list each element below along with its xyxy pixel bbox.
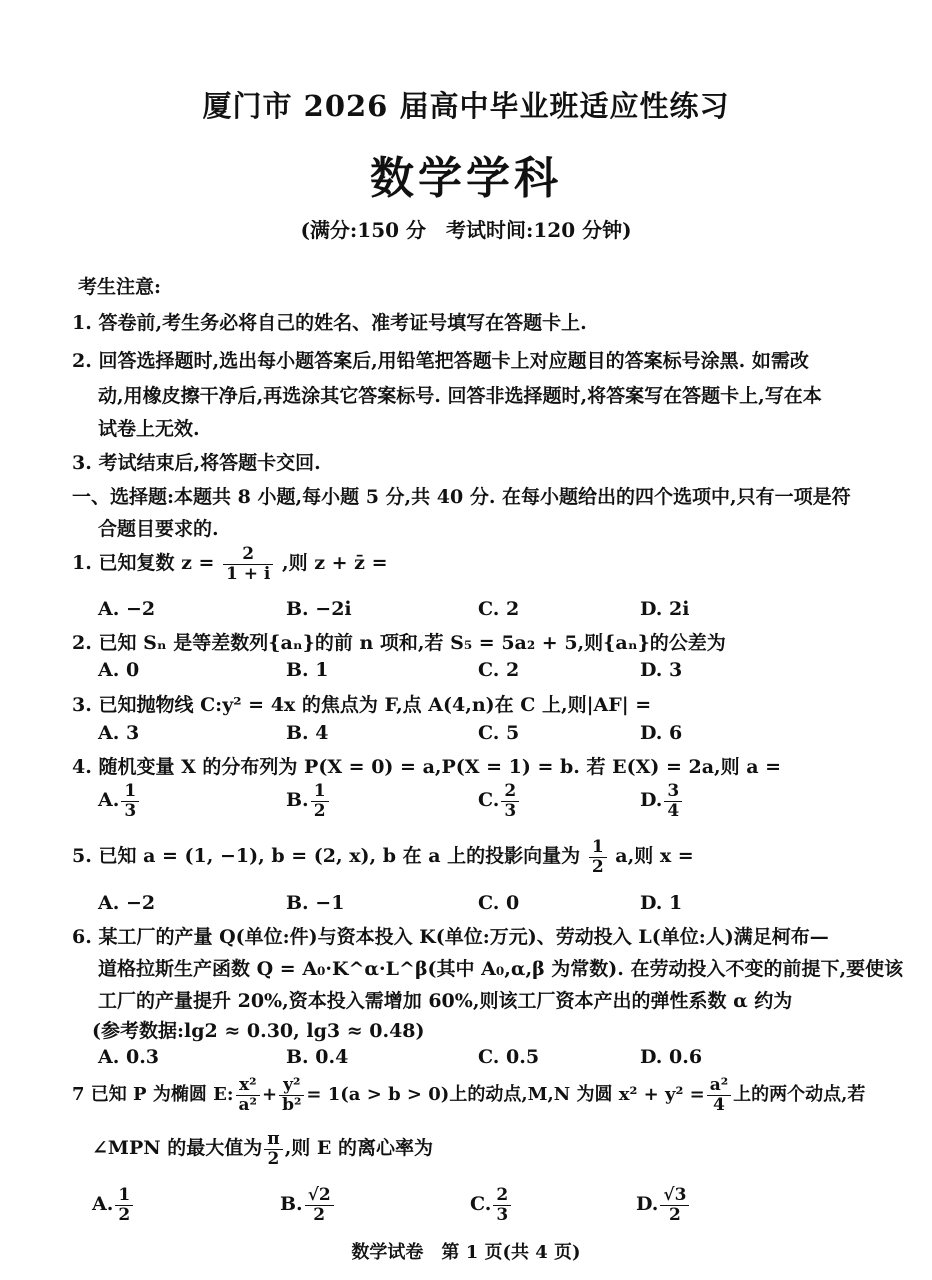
fraction: $\frac{√3}{2}$ — [660, 1186, 689, 1224]
q3-option-b: B. 4 — [286, 722, 329, 744]
notice-heading: 考生注意: — [78, 276, 162, 298]
page-footer: 数学试卷 第 1 页(共 4 页) — [351, 1242, 581, 1263]
q7-option-c: C. $\frac{2}{3}$ — [470, 1186, 513, 1224]
question-6-reference: (参考数据:lg2 ≈ 0.30, lg3 ≈ 0.48) — [92, 1020, 425, 1042]
fraction: $\frac{1}{2}$ — [589, 838, 607, 876]
fraction: $\frac{3}{4}$ — [664, 782, 682, 820]
q7-option-b: B. $\frac{√2}{2}$ — [280, 1186, 336, 1224]
fraction: $\frac{\pi}{2}$ — [264, 1130, 282, 1168]
notice-item-1: 1. 答卷前,考生务必将自己的姓名、准考证号填写在答题卡上. — [72, 312, 587, 334]
fraction: $\frac{\text{y²}}{\text{b²}}$ — [279, 1076, 304, 1114]
question-1-stem: 1. 已知复数 z = $\frac{2}{1 + i}$ ,则 z + z̄ = — [72, 544, 388, 584]
q2-option-c: C. 2 — [478, 659, 520, 681]
notice-item-3: 3. 考试结束后,将答题卡交回. — [72, 452, 321, 474]
q5-option-c: C. 0 — [478, 892, 520, 914]
fraction: $\frac{2}{1 + i}$ — [223, 545, 273, 583]
q6-option-c: C. 0.5 — [478, 1046, 540, 1068]
q7-option-a: A. $\frac{1}{2}$ — [92, 1186, 135, 1224]
section-heading: 一、选择题:本题共 8 小题,每小题 5 分,共 40 分. 在每小题给出的四个选项中,只有一项是符 — [72, 486, 851, 508]
fraction: $\frac{1}{2}$ — [311, 782, 329, 820]
q2-option-b: B. 1 — [286, 659, 329, 681]
notice-item-2: 2. 回答选择题时,选出每小题答案后,用铅笔把答题卡上对应题目的答案标号涂黑. 如需改 — [72, 350, 809, 372]
q3-option-c: C. 5 — [478, 722, 520, 744]
exam-title: 厦门市 2026 届高中毕业班适应性练习 — [202, 89, 730, 123]
q6-option-b: B. 0.4 — [286, 1046, 349, 1068]
q4-option-a: A. $\frac{1}{3}$ — [98, 782, 141, 820]
q6-option-d: D. 0.6 — [640, 1046, 703, 1068]
fraction: $\frac{2}{3}$ — [493, 1186, 511, 1224]
question-3-stem: 3. 已知抛物线 C:y² = 4x 的焦点为 F,点 A(4,n)在 C 上,则|AF| = — [72, 694, 652, 716]
fraction: $\frac{2}{3}$ — [501, 782, 519, 820]
fraction: $\frac{1}{3}$ — [121, 782, 139, 820]
fraction: $\frac{\text{x²}}{\text{a²}}$ — [236, 1076, 260, 1114]
notice-item-2-end: 试卷上无效. — [98, 418, 200, 440]
question-6-line-3: 工厂的产量提升 20%,资本投入需增加 60%,则该工厂资本产出的弹性系数 α 约为 — [98, 990, 793, 1012]
q5-option-a: A. −2 — [98, 892, 156, 914]
question-5-stem: 5. 已知 a = (1, −1), b = (2, x), b 在 a 上的投影向量为 $\frac{1}{2}$ a,则 x = — [72, 837, 694, 877]
fraction: $\frac{\text{a²}}{4}$ — [707, 1076, 731, 1114]
q7-option-d: D. $\frac{√3}{2}$ — [636, 1186, 691, 1224]
q4-option-d: D. $\frac{3}{4}$ — [640, 782, 684, 820]
question-7-line-1: 7 已知 P 为椭圆 E: $\frac{\text{x²}}{\text{a²}}$ + $\frac{\text{y²}}{\text{b²}}$ = 1(a > b > 0)上的动点,M,N 为圆 x² + y² = $\frac{\text{a²}}{4}$ 上的两个动点,若 — [72, 1075, 866, 1115]
notice-item-2-cont: 动,用橡皮擦干净后,再选涂其它答案标号. 回答非选择题时,将答案写在答题卡上,写在本 — [98, 385, 822, 407]
q1-option-d: D. 2i — [640, 598, 690, 620]
q3-option-d: D. 6 — [640, 722, 683, 744]
q2-option-d: D. 3 — [640, 659, 683, 681]
question-6-line-1: 6. 某工厂的产量 Q(单位:件)与资本投入 K(单位:万元)、劳动投入 L(单位:人)满足柯布— — [72, 926, 829, 948]
q6-option-a: A. 0.3 — [98, 1046, 160, 1068]
q5-option-d: D. 1 — [640, 892, 683, 914]
q1-option-c: C. 2 — [478, 598, 520, 620]
question-6-line-2: 道格拉斯生产函数 Q = A₀·K^α·L^β(其中 A₀,α,β 为常数). 在劳动投入不变的前提下,要使该 — [98, 958, 904, 980]
fraction: $\frac{1}{2}$ — [115, 1186, 133, 1224]
exam-meta: (满分:150 分 考试时间:120 分钟) — [300, 218, 632, 242]
question-7-line-2: ∠MPN 的最大值为 $\frac{\pi}{2}$ ,则 E 的离心率为 — [92, 1129, 434, 1169]
q3-option-a: A. 3 — [98, 722, 140, 744]
q4-option-b: B. $\frac{1}{2}$ — [286, 782, 331, 820]
q5-option-b: B. −1 — [286, 892, 345, 914]
q1-option-b: B. −2i — [286, 598, 352, 620]
q4-option-c: C. $\frac{2}{3}$ — [478, 782, 521, 820]
q2-option-a: A. 0 — [98, 659, 140, 681]
question-4-stem: 4. 随机变量 X 的分布列为 P(X = 0) = a,P(X = 1) = b. 若 E(X) = 2a,则 a = — [72, 756, 782, 778]
q1-option-a: A. −2 — [98, 598, 156, 620]
fraction: $\frac{√2}{2}$ — [305, 1186, 334, 1224]
section-heading-cont: 合题目要求的. — [98, 518, 219, 540]
question-2-stem: 2. 已知 Sₙ 是等差数列{aₙ}的前 n 项和,若 S₅ = 5a₂ + 5,则{aₙ}的公差为 — [72, 632, 726, 654]
subject-title: 数学学科 — [370, 153, 562, 204]
